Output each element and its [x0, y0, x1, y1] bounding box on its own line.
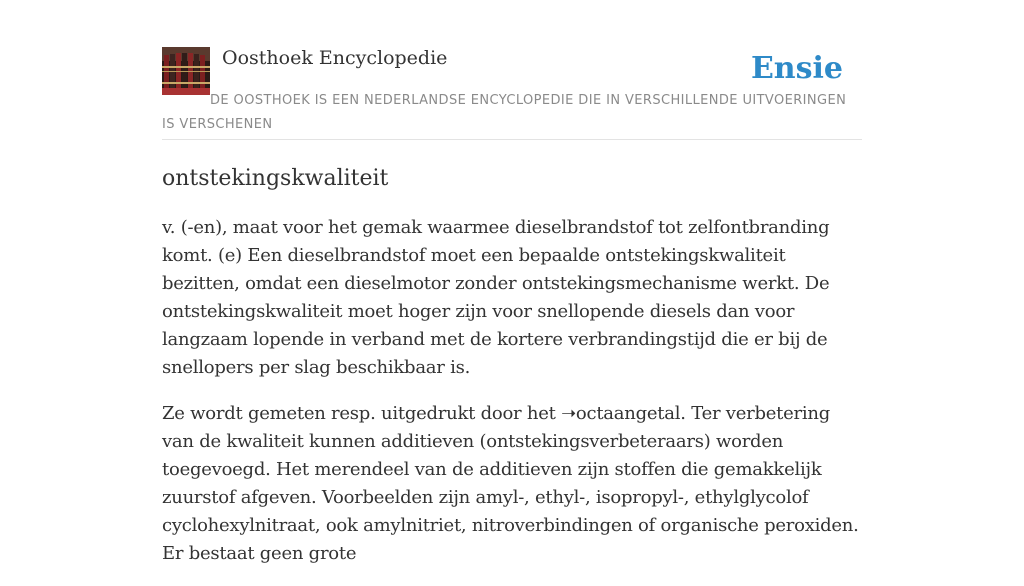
source-avatar[interactable] [162, 47, 210, 95]
article-paragraph: v. (-en), maat voor het gemak waarmee dieselbrandstof tot zelfontbranding komt. (e) Een dieselbrandstof moet een bepaalde ontstekingskwaliteit bezitten, omdat een dieselmotor zonder ontstekingsmechanisme werkt. De ontstekingskwaliteit moet hoger zijn voor snellopende diesels dan voor langzaam lopende in verband met de kortere verbrandingstijd die er bij de snellopers per slag beschikbaar is. [162, 217, 830, 378]
source-name[interactable]: Oosthoek Encyclopedie [222, 47, 448, 69]
article-paragraph: Ze wordt gemeten resp. uitgedrukt door het ➝octaangetal. Ter verbetering van de kwaliteit kunnen additieven (ontstekingsverbeteraars) worden toegevoegd. Het merendeel van de additieven zijn stoffen die gemakkelijk zuurstof afgeven. Voorbeelden zijn amyl-, ethyl-, isopropyl-, ethylglycolof cyclohexylnitraat, ook amylnitriet, nitroverbindingen of organische peroxiden. Er bestaat geen grote [162, 403, 859, 564]
source-header [162, 0, 862, 140]
source-description: DE OOSTHOEK IS EEN NEDERLANDSE ENCYCLOPEDIE DIE IN VERSCHILLENDE UITVOERINGEN IS VERSCHENEN [162, 93, 847, 132]
content-column [162, 0, 862, 586]
brand-logo[interactable]: Ensie [750, 51, 843, 86]
article-title: ontstekingskwaliteit [162, 166, 389, 191]
book-spines-icon [162, 47, 210, 95]
article-body [162, 214, 862, 568]
